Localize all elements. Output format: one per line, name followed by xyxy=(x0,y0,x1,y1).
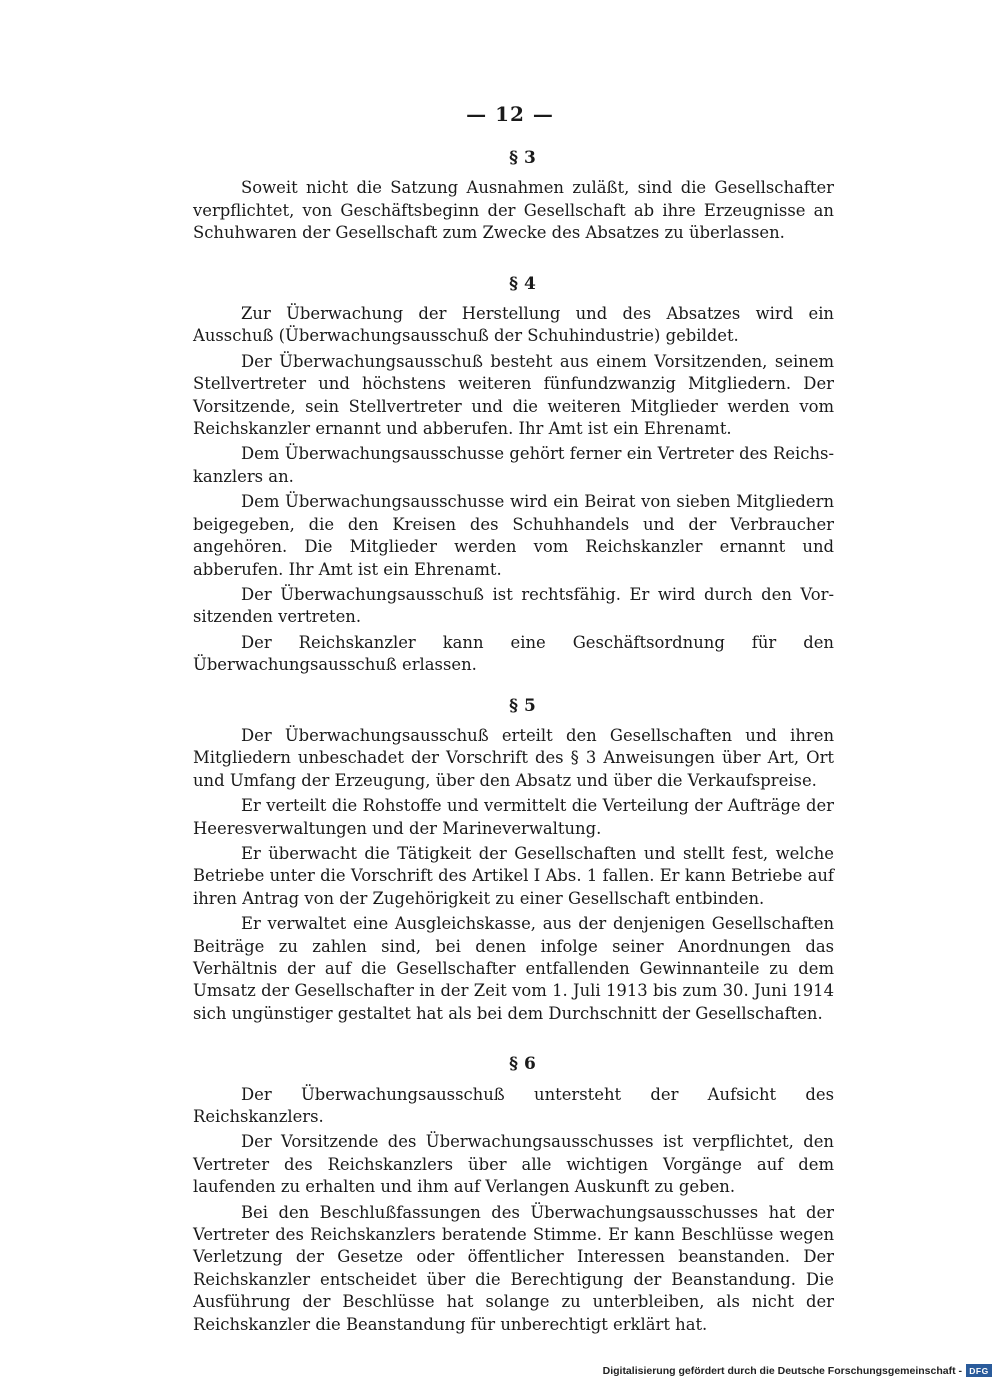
paragraph: Soweit nicht die Satzung Ausnahmen zuläßt, sind die Gesellschafter verpflichtet, von Geschäftsbeginn der Gesellschaft ab ihre Erzeugnisse an Schuhwaren der Gesellschaft zum Zwecke des Absatzes zu überlassen. xyxy=(193,178,834,243)
paragraph: Er überwacht die Tätigkeit der Gesellschaften und stellt fest, welche Betriebe unter die Vorschrift des Artikel I Abs. 1 fallen. Er kann Betriebe auf ihren Antrag von der Zugehörigkeit zu einer Gesellschaft entbinden. xyxy=(193,843,834,908)
digitization-credit xyxy=(603,1364,992,1377)
paragraph: Er verteilt die Rohstoffe und vermittelt die Verteilung der Aufträge der Heeresverwaltungen und der Marineverwaltung. xyxy=(193,796,834,838)
credit-text: Digitalisierung gefördert durch die Deutsche Forschungsgemeinschaft - xyxy=(602,1364,962,1377)
section-heading: § 4 xyxy=(509,273,536,294)
paragraph: Bei den Beschlußfassungen des Überwachungsausschusses hat der Vertreter des Reichskanzlers beratende Stimme. Er kann Beschlüsse wegen Verletzung der Gesetze oder öffentlicher Interessen beanstanden. Der Reichskanzler entscheidet über die Berechtigung der Beanstandung. Die Ausführung der Beschlüsse hat solange zu unterbleiben, als nicht der Reichskanzler die Beanstandung für unberechtigt erklärt hat. xyxy=(193,1202,834,1334)
paragraph: Dem Überwachungsausschusse wird ein Beirat von sieben Mitgliedern beigegeben, die den Kreisen des Schuhhandels und der Verbraucher angehören. Die Mitglieder werden vom Reichskanzler ernannt und abberufen. Ihr Amt ist ein Ehrenamt. xyxy=(193,492,834,579)
section-heading: § 3 xyxy=(509,148,536,168)
section-5 xyxy=(193,695,834,1026)
dfg-logo-icon: DFG xyxy=(966,1364,992,1377)
document-body xyxy=(193,143,834,1339)
paragraph: Er verwaltet eine Ausgleichskasse, aus der denjenigen Gesellschaften Beiträge zu zahlen sind, bei denen infolge seiner Anordnungen das Verhältnis der auf die Gesellschafter entfallenden Gewinnanteile zu dem Umsatz der Gesellschafter in der Zeit vom 1. Juli 1913 bis zum 30. Juni 1914 sich ungünstiger gestaltet hat als bei dem Durchschnitt der Gesellschaften. xyxy=(193,914,834,1023)
section-3 xyxy=(193,147,834,245)
paragraph: Der Überwachungsausschuß besteht aus einem Vorsitzenden, seinem Stellvertreter und höchstens weiteren fünfundzwanzig Mitgliedern. Der Vorsitzende, sein Stellvertreter und die weiteren Mitglieder werden vom Reichskanzler ernannt und abberufen. Ihr Amt ist ein Ehrenamt. xyxy=(193,351,834,439)
paragraph: Der Überwachungsausschuß erteilt den Gesellschaften und ihren Mitgliedern unbeschadet der Vorschrift des § 3 Anweisungen über Art, Ort und Umfang der Erzeugung, über den Absatz und über die Verkaufspreise. xyxy=(193,725,834,790)
section-4 xyxy=(193,273,834,677)
paragraph: Dem Überwachungsausschusse gehört ferner ein Vertreter des Reichskanzlers an. xyxy=(193,444,834,486)
paragraph: Der Überwachungsausschuß ist rechtsfähig. Er wird durch den Vorsitzenden vertreten. xyxy=(193,584,834,627)
paragraph: Der Überwachungsausschuß untersteht der Aufsicht des Reichskanzlers. xyxy=(193,1084,834,1127)
page-number: — 12 — xyxy=(466,102,554,126)
paragraph: Der Reichskanzler kann eine Geschäftsordnung für den Überwachungsausschuß erlassen. xyxy=(193,632,834,675)
section-heading: § 6 xyxy=(509,1054,536,1075)
paragraph: Der Vorsitzende des Überwachungsausschusses ist verpflichtet, den Vertreter des Reichskanzlers über alle wichtigen Vorgänge auf dem laufenden zu erhalten und ihm auf Verlangen Auskunft zu geben. xyxy=(193,1132,834,1197)
paragraph: Zur Überwachung der Herstellung und des Absatzes wird ein Ausschuß (Überwachungsausschuß der Schuhindustrie) gebildet. xyxy=(193,304,834,346)
section-6 xyxy=(193,1053,834,1336)
section-heading: § 5 xyxy=(509,695,536,716)
